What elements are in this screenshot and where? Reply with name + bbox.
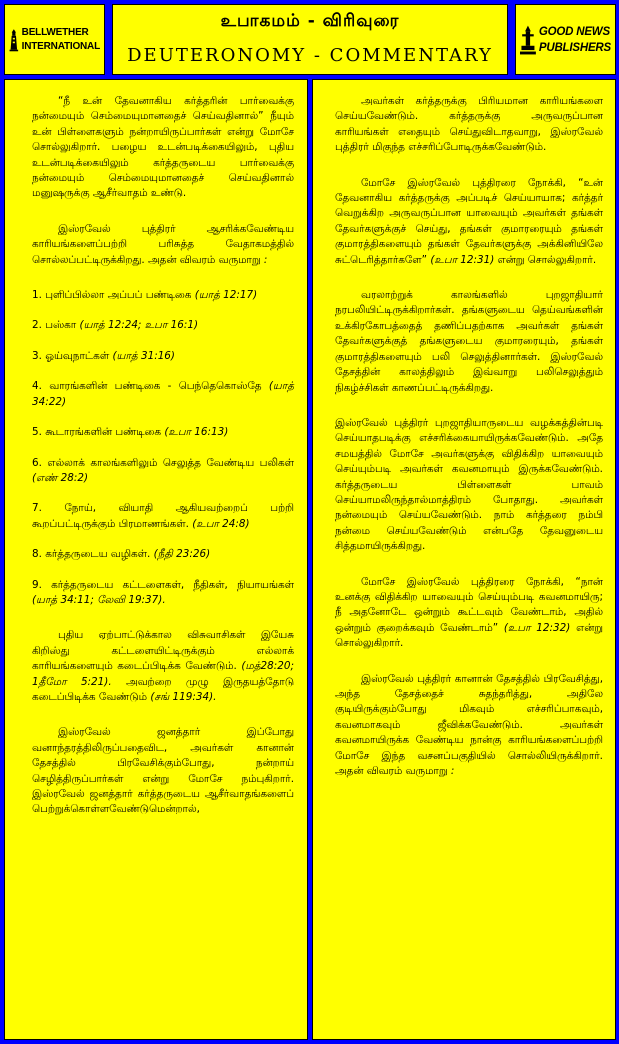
- paragraph: மோசே இஸ்ரவேல் புத்திரரை நோக்கி, “நான் உனக்கு விதிக்கிற யாவையும் செய்யும்படி கவனமாயிரு; நீ அதனோடே ஒன்றும் கூட்டவும் வேண்டாம், அதில் ஒன்றும் குறைக்கவும் வேண்டாம்” (உபா 12:32) என்று சொல்லுகிறார்.: [335, 575, 603, 650]
- paragraph: இஸ்ரவேல் புத்திரர் கானான் தேசத்தில் பிரவேசித்து, அந்த தேசத்தைச் சுதந்தரித்து, அதிலே குடியிருக்கும்போது மிகவும் எச்சரிப்பாகவும், கவனமாகவும் ஜீவிக்கவேண்டும். அவர்கள் கவனமாயிருக்க வேண்டிய நான்கு காரியங்களைப்பற்றி மோசே இந்த வசனப்பகுதியில் சொல்லியிருக்கிறார். அதன் விவரம் வருமாறு :: [335, 672, 603, 778]
- title-english: DEUTERONOMY - COMMENTARY: [127, 45, 493, 66]
- list-item: 7. நோய், வியாதி ஆகியவற்றைப் பற்றி கூறப்பட்டிருக்கும் பிரமாணங்கள். (உபா 24:8): [32, 502, 294, 530]
- page-header: [112, 4, 508, 75]
- paragraph: புதிய ஏற்பாட்டுக்கால விசுவாசிகள் இயேசு கிறிஸ்து கட்டளையிட்டிருக்கும் எல்லாக் காரியங்களையும் கடைப்பிடிக்க வேண்டும். (மத்28:20; 1தீமோ 5:21). அவற்றை முழு இருதயத்தோடு கடைப்பிடிக்க வேண்டும் (சங் 119:34).: [32, 629, 294, 703]
- paragraph: “நீ உன் தேவனாகிய கர்த்தரின் பார்வைக்கு நன்மையும் செம்மையுமானதைச் செய்வதினால்” நீயும் உன் பிள்ளைகளும் நன்றாயிருப்பார்கள் என்று மோசே சொல்லுகிறார். பழைய உடன்படிக்கையிலும், புதிய உடன்படிக்கையிலும் கர்த்தருடைய பார்வைக்கு நன்மையும் செம்மையுமானதைச் செய்வதினால் மனுஷருக்கு ஆசீர்வாதம் உண்டு.: [32, 95, 294, 200]
- bellwether-logo: [4, 4, 105, 75]
- paragraph: வரலாற்றுக் காலங்களில் புறஜாதியார் நரபலியிட்டிருக்கிறார்கள். தங்களுடைய தெய்வங்களின் உக்கிரகோபத்தைத் தணிப்பதற்காக அவர்கள் தங்கள் தேவர்களுக்குத் தங்களுடைய குமாரரையும், தங்கள் குமாரத்திகளையும் பலி செலுத்தினார்கள். இஸ்ரவேல் தேசத்தின் காலத்திலும் இவ்வாறு பலிசெலுத்தும் நிகழ்ச்சிகள் காணப்பட்டிருக்கிறது.: [335, 289, 603, 394]
- observance-list: [32, 288, 294, 608]
- title-tamil: உபாகமம் - விரிவுரை: [220, 11, 400, 31]
- list-item: 8. கர்த்தருடைய வழிகள். (நீதி 23:26): [32, 548, 211, 561]
- publisher-emblem-icon: [520, 18, 536, 62]
- logo-line2: INTERNATIONAL: [21, 40, 100, 52]
- list-item: 4. வாரங்களின் பண்டிகை - பெந்தெகொஸ்தே (யாத் 34:22): [32, 380, 294, 408]
- list-item: 6. எல்லாக் காலங்களிலும் செலுத்த வேண்டிய பலிகள் (எண் 28:2): [32, 456, 294, 484]
- lighthouse-icon: [9, 18, 19, 62]
- good-news-logo: [515, 4, 616, 75]
- paragraph: அவர்கள் கர்த்தருக்கு பிரியமான காரியங்களை செய்யவேண்டும். கர்த்தருக்கு அருவருப்பான காரியங்கள் எதையும் செய்துவிடாதவாறு, இஸ்ரவேல் புத்திரர் மிகுந்த எச்சரிப்போடிருக்கவேண்டும்.: [335, 95, 603, 154]
- list-item: 1. புளிப்பில்லா அப்பப் பண்டிகை (யாத் 12:17): [32, 289, 258, 302]
- list-item: 5. கூடாரங்களின் பண்டிகை (உபா 16:13): [32, 426, 229, 439]
- right-column: [312, 79, 616, 1040]
- logo-line2: PUBLISHERS: [538, 41, 611, 54]
- paragraph: இஸ்ரவேல் ஜனத்தார் இப்போது வனாந்தரத்திலிருப்பதைவிட, அவர்கள் கானான் தேசத்தில் பிரவேசிக்கும்போது, நன்றாய் செழித்திருப்பார்கள் என்று மோசே நம்புகிறார். இஸ்ரவேல் ஜனத்தார் கர்த்தருடைய ஆசீர்வாதங்களைப் பெற்றுக்கொள்ளவேண்டுமென்றால்,: [32, 726, 294, 816]
- list-item: 2. பஸ்கா (யாத் 12:24; உபா 16:1): [32, 319, 199, 332]
- list-item: 9. கர்த்தருடைய கட்டளைகள், நீதிகள், நியாயங்கள் (யாத் 34:11; லேவி 19:37).: [32, 578, 294, 606]
- paragraph: மோசே இஸ்ரவேல் புத்திரரை நோக்கி, “உன் தேவனாகிய கர்த்தருக்கு அப்படிச் செய்யாயாக; கர்த்தர் வெறுக்கிற அருவருப்பான யாவையும் அவர்கள் தங்கள் தேவர்களுக்குச் செய்து, தங்கள் குமாரரையும் தங்கள் குமாரத்திகளையும் தங்கள் தேவர்களுக்கு அக்கினியிலே சுட்டெரித்தார்களே” (உபா 12:31) என்று சொல்லுகிறார்.: [335, 176, 603, 266]
- paragraph: இஸ்ரவேல் புத்திரர் ஆசரிக்கவேண்டிய காரியங்களைப்பற்றி பரிசுத்த வேதாகமத்தில் சொல்லப்பட்டிருக்கிறது. அதன் விவரம் வருமாறு :: [32, 222, 294, 266]
- logo-line1: GOOD NEWS: [538, 25, 610, 38]
- paragraph: இஸ்ரவேல் புத்திரர் புறஜாதியாருடைய வழக்கத்தின்படி செய்யாதபடிக்கு எச்சரிக்கையாயிருக்கவேண்டும். அதே சமயத்தில் மோசே அவர்களுக்கு விதிக்கிற யாவையும் செய்யும்படி அவர்கள் கவனமாயும் இருக்கவேண்டும். கர்த்தருடைய பிள்ளைகள் பாவம் செய்யாமலிருந்தால்மாத்திரம் போதாது. அவர்கள் நன்மையும் செய்யவேண்டும். நாம் கர்த்தரை நம்பி நன்மை செய்யவேண்டும் என்பதே தேவனுடைய சித்தமாயிருக்கிறது.: [335, 416, 603, 553]
- logo-line1: BELLWETHER: [21, 26, 89, 38]
- list-item: 3. ஓய்வுநாட்கள் (யாத் 31:16): [32, 349, 175, 362]
- left-column: [4, 79, 308, 1040]
